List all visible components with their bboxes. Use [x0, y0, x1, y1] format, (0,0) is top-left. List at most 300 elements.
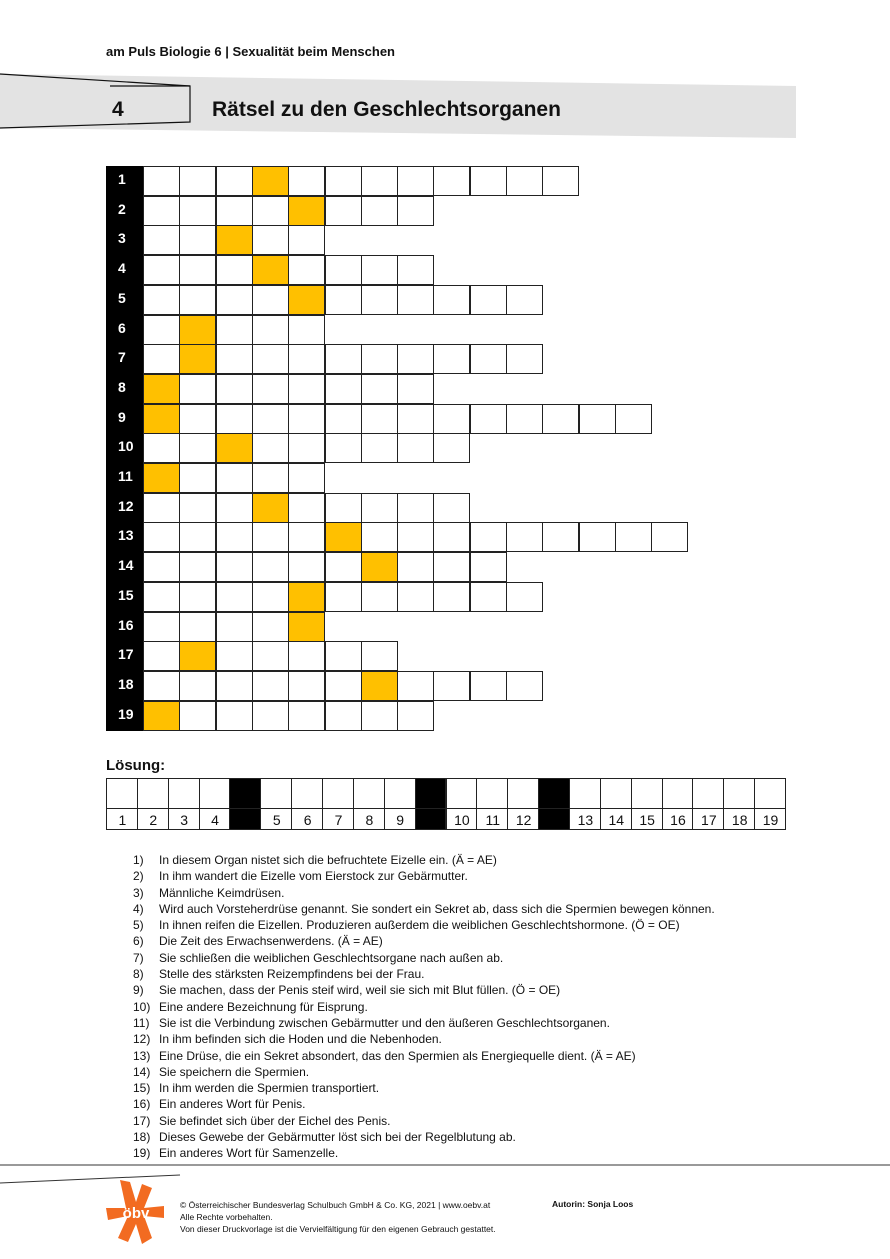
puzzle-cell[interactable]: [179, 612, 216, 642]
puzzle-cell[interactable]: [216, 552, 253, 582]
puzzle-cell[interactable]: [179, 404, 216, 434]
puzzle-cell[interactable]: [397, 196, 434, 226]
clue-text: In diesem Organ nistet sich die befruchtete Eizelle ein. (Ä = AE): [159, 853, 497, 867]
puzzle-cell[interactable]: [179, 552, 216, 582]
puzzle-cell[interactable]: [506, 671, 543, 701]
puzzle-cell[interactable]: [325, 582, 362, 612]
clue-item: [133, 966, 833, 982]
clue-text: In ihm werden die Spermien transportiert.: [159, 1081, 380, 1096]
puzzle-row-number: 7: [106, 344, 143, 374]
solution-separator: [229, 778, 261, 809]
puzzle-cell[interactable]: [179, 671, 216, 701]
puzzle-cell[interactable]: [252, 404, 289, 434]
puzzle-cell[interactable]: [143, 552, 180, 582]
clue-number: 3): [133, 885, 144, 900]
puzzle-cell[interactable]: [361, 404, 398, 434]
puzzle-cell[interactable]: [179, 255, 216, 285]
solution-number-box: [723, 808, 755, 830]
puzzle-cell[interactable]: [506, 522, 543, 552]
puzzle-cell[interactable]: [542, 522, 579, 552]
puzzle-cell[interactable]: [143, 166, 180, 196]
puzzle-cell[interactable]: [288, 463, 325, 493]
puzzle-row-number: 10: [106, 433, 143, 463]
puzzle-cell[interactable]: [361, 522, 398, 552]
puzzle-cell-solution-letter[interactable]: [288, 196, 325, 226]
puzzle-cell[interactable]: [615, 404, 652, 434]
puzzle-cell[interactable]: [542, 166, 579, 196]
puzzle-cell[interactable]: [542, 404, 579, 434]
puzzle-cell[interactable]: [325, 433, 362, 463]
clue-number: 19): [133, 1146, 151, 1161]
puzzle-row-number: 16: [106, 612, 143, 642]
puzzle-cell[interactable]: [252, 671, 289, 701]
solution-number: 9: [396, 812, 405, 828]
puzzle-cell[interactable]: [506, 166, 543, 196]
solution-letter-box[interactable]: [692, 778, 724, 809]
puzzle-cell[interactable]: [506, 404, 543, 434]
puzzle-cell[interactable]: [651, 522, 688, 552]
puzzle-cell[interactable]: [470, 166, 507, 196]
solution-label: Lösung:: [106, 757, 166, 774]
puzzle-cell[interactable]: [325, 641, 362, 671]
puzzle-cell[interactable]: [470, 522, 507, 552]
puzzle-cell[interactable]: [325, 701, 362, 731]
clue-text: Wird auch Vorsteherdrüse genannt. Sie sondert ein Sekret ab, dass sich die Spermien bewegen können.: [159, 901, 715, 916]
puzzle-cell[interactable]: [397, 285, 434, 315]
puzzle-cell[interactable]: [252, 374, 289, 404]
puzzle-row-number: 13: [106, 522, 143, 552]
puzzle-row-number: 17: [106, 641, 143, 671]
solution-letter-box[interactable]: [723, 778, 755, 809]
clue-number: 16): [133, 1097, 151, 1112]
puzzle-cell[interactable]: [506, 344, 543, 374]
puzzle-cell[interactable]: [361, 701, 398, 731]
puzzle-cell[interactable]: [288, 493, 325, 523]
solution-letter-box[interactable]: [600, 778, 632, 809]
puzzle-cell[interactable]: [252, 315, 289, 345]
puzzle-cell-solution-letter[interactable]: [252, 493, 289, 523]
puzzle-cell[interactable]: [216, 196, 253, 226]
book-title: am Puls Biologie 6 | Sexualität beim Menschen: [106, 44, 395, 59]
puzzle-cell[interactable]: [179, 285, 216, 315]
solution-number: 17: [701, 812, 717, 828]
puzzle-cell[interactable]: [252, 552, 289, 582]
puzzle-cell[interactable]: [216, 255, 253, 285]
puzzle-cell[interactable]: [179, 493, 216, 523]
puzzle-cell[interactable]: [325, 166, 362, 196]
puzzle-row-number: 12: [106, 493, 143, 523]
clue-text: In ihnen reifen die Eizellen. Produzieren außerdem die weiblichen Geschlechtshormone. (Ö = OE): [159, 918, 680, 933]
solution-letter-box[interactable]: [260, 778, 292, 809]
puzzle-cell[interactable]: [433, 404, 470, 434]
puzzle-cell[interactable]: [143, 493, 180, 523]
puzzle-row-number: 15: [106, 582, 143, 612]
puzzle-cell[interactable]: [179, 463, 216, 493]
puzzle-cell[interactable]: [179, 374, 216, 404]
solution-number-box: [168, 808, 200, 830]
puzzle-cell[interactable]: [143, 671, 180, 701]
puzzle-cell[interactable]: [615, 522, 652, 552]
solution-number-box: [569, 808, 601, 830]
puzzle-cell[interactable]: [288, 225, 325, 255]
puzzle-cell[interactable]: [325, 552, 362, 582]
clue-text: Ein anderes Wort für Penis.: [159, 1097, 306, 1112]
puzzle-row-number: 2: [106, 196, 143, 226]
puzzle-cell-solution-letter[interactable]: [325, 522, 362, 552]
puzzle-cell[interactable]: [216, 404, 253, 434]
puzzle-cell[interactable]: [143, 433, 180, 463]
puzzle-cell-solution-letter[interactable]: [143, 404, 180, 434]
clue-text: Sie schließen die weiblichen Geschlechtsorgane nach außen ab.: [159, 950, 504, 965]
clue-text: In ihm befinden sich die Hoden und die Nebenhoden.: [159, 1032, 442, 1047]
puzzle-cell-solution-letter[interactable]: [288, 285, 325, 315]
clue-number: 1): [133, 853, 144, 867]
puzzle-cell[interactable]: [179, 196, 216, 226]
puzzle-cell[interactable]: [397, 404, 434, 434]
puzzle-cell[interactable]: [433, 285, 470, 315]
clue-text: Eine andere Bezeichnung für Eisprung.: [159, 999, 368, 1014]
puzzle-cell[interactable]: [361, 196, 398, 226]
clue-item: [133, 1096, 833, 1112]
puzzle-cell[interactable]: [506, 582, 543, 612]
puzzle-cell[interactable]: [252, 196, 289, 226]
footer-copyright: © Österreichischer Bundesverlag Schulbuch GmbH & Co. KG, 2021 | www.oebv.at: [180, 1200, 491, 1210]
solution-letter-box[interactable]: [507, 778, 539, 809]
clue-number: 4): [133, 901, 144, 916]
puzzle-cell[interactable]: [179, 582, 216, 612]
puzzle-cell[interactable]: [143, 522, 180, 552]
puzzle-cell[interactable]: [179, 166, 216, 196]
puzzle-cell[interactable]: [397, 552, 434, 582]
clue-number: 18): [133, 1130, 151, 1145]
puzzle-cell-solution-letter[interactable]: [216, 433, 253, 463]
puzzle-cell[interactable]: [397, 374, 434, 404]
puzzle-cell[interactable]: [216, 612, 253, 642]
puzzle-cell[interactable]: [216, 315, 253, 345]
clue-list: [133, 852, 833, 1162]
clue-number: 6): [133, 934, 144, 949]
puzzle-cell[interactable]: [325, 374, 362, 404]
puzzle-cell[interactable]: [252, 641, 289, 671]
puzzle-cell[interactable]: [361, 641, 398, 671]
puzzle-cell[interactable]: [252, 285, 289, 315]
clue-text: Sie machen, dass der Penis steif wird, weil sie sich mit Blut füllen. (Ö = OE): [159, 983, 561, 998]
puzzle-cell[interactable]: [288, 671, 325, 701]
solution-number: 10: [454, 812, 470, 828]
puzzle-cell[interactable]: [325, 255, 362, 285]
puzzle-cell[interactable]: [433, 493, 470, 523]
puzzle-cell[interactable]: [179, 701, 216, 731]
clue-item: [133, 1129, 833, 1145]
puzzle-cell[interactable]: [361, 285, 398, 315]
clue-number: 15): [133, 1081, 151, 1096]
clue-text: Stelle des stärksten Reizempfindens bei der Frau.: [159, 967, 425, 982]
clue-number: 8): [133, 967, 144, 982]
puzzle-row-number: 14: [106, 552, 143, 582]
puzzle-cell[interactable]: [143, 641, 180, 671]
solution-number-box: [662, 808, 694, 830]
puzzle-cell[interactable]: [433, 582, 470, 612]
puzzle-cell-solution-letter[interactable]: [216, 225, 253, 255]
puzzle-cell[interactable]: [288, 404, 325, 434]
solution-separator: [538, 778, 570, 809]
clue-number: 10): [133, 999, 151, 1014]
puzzle-cell[interactable]: [397, 433, 434, 463]
solution-number-box: [507, 808, 539, 830]
puzzle-cell[interactable]: [252, 344, 289, 374]
footer-permission: Von dieser Druckvorlage ist die Vervielfältigung für den eigenen Gebrauch gestattet.: [180, 1224, 496, 1234]
puzzle-cell-solution-letter[interactable]: [288, 612, 325, 642]
solution-number: 19: [762, 812, 779, 828]
puzzle-cell[interactable]: [143, 255, 180, 285]
puzzle-cell[interactable]: [470, 285, 507, 315]
clue-item: [133, 950, 833, 966]
puzzle-cell[interactable]: [252, 463, 289, 493]
footer-author: Autorin: Sonja Loos: [552, 1199, 634, 1209]
puzzle-cell[interactable]: [179, 225, 216, 255]
solution-letter-box[interactable]: [446, 778, 478, 809]
chapter-title: Rätsel zu den Geschlechtsorganen: [212, 98, 561, 121]
puzzle-cell[interactable]: [433, 552, 470, 582]
puzzle-cell[interactable]: [325, 671, 362, 701]
puzzle-cell[interactable]: [470, 344, 507, 374]
solution-number-box: [137, 808, 169, 830]
clue-item: [133, 933, 833, 949]
puzzle-cell[interactable]: [252, 612, 289, 642]
solution-number-box: [291, 808, 323, 830]
solution-letter-box[interactable]: [137, 778, 169, 809]
clue-item: [133, 852, 833, 868]
puzzle-cell-solution-letter[interactable]: [252, 166, 289, 196]
solution-letter-box[interactable]: [291, 778, 323, 809]
puzzle-cell[interactable]: [397, 344, 434, 374]
solution-letter-box[interactable]: [384, 778, 416, 809]
puzzle-cell-solution-letter[interactable]: [143, 463, 180, 493]
clue-item: [133, 1064, 833, 1080]
puzzle-cell[interactable]: [433, 671, 470, 701]
puzzle-cell-solution-letter[interactable]: [143, 701, 180, 731]
puzzle-cell[interactable]: [179, 433, 216, 463]
puzzle-cell-solution-letter[interactable]: [179, 344, 216, 374]
solution-number: 14: [608, 812, 625, 828]
clue-number: 7): [133, 950, 144, 965]
solution-letter-box[interactable]: [631, 778, 663, 809]
puzzle-cell[interactable]: [143, 196, 180, 226]
puzzle-cell[interactable]: [433, 344, 470, 374]
puzzle-cell[interactable]: [252, 433, 289, 463]
puzzle-cell[interactable]: [470, 582, 507, 612]
puzzle-cell[interactable]: [216, 522, 253, 552]
puzzle-cell[interactable]: [325, 493, 362, 523]
solution-letter-box[interactable]: [476, 778, 508, 809]
solution-number: 3: [180, 812, 189, 828]
solution-number-box: [631, 808, 663, 830]
puzzle-cell[interactable]: [288, 522, 325, 552]
clue-number: 14): [133, 1064, 151, 1079]
puzzle-cell[interactable]: [506, 285, 543, 315]
puzzle-cell[interactable]: [216, 701, 253, 731]
clue-number: 5): [133, 918, 144, 933]
puzzle-cell-solution-letter[interactable]: [361, 671, 398, 701]
puzzle-cell[interactable]: [397, 671, 434, 701]
footer-rights: Alle Rechte vorbehalten.: [180, 1212, 273, 1222]
puzzle-cell[interactable]: [179, 522, 216, 552]
puzzle-cell[interactable]: [325, 196, 362, 226]
puzzle-cell[interactable]: [579, 522, 616, 552]
clue-item: [133, 885, 833, 901]
puzzle-cell[interactable]: [216, 582, 253, 612]
puzzle-row-number: 1: [106, 166, 143, 196]
puzzle-cell-solution-letter[interactable]: [252, 255, 289, 285]
puzzle-cell[interactable]: [216, 166, 253, 196]
puzzle-row-number: 6: [106, 315, 143, 345]
puzzle-cell[interactable]: [216, 285, 253, 315]
puzzle-cell[interactable]: [288, 344, 325, 374]
puzzle-cell[interactable]: [288, 641, 325, 671]
puzzle-cell[interactable]: [397, 493, 434, 523]
puzzle-cell[interactable]: [397, 701, 434, 731]
puzzle-row-number: 3: [106, 225, 143, 255]
clue-item: [133, 901, 833, 917]
clue-item: [133, 1080, 833, 1096]
clue-text: Dieses Gewebe der Gebärmutter löst sich bei der Regelblutung ab.: [159, 1130, 516, 1145]
puzzle-cell[interactable]: [361, 166, 398, 196]
puzzle-cell[interactable]: [216, 671, 253, 701]
puzzle-cell[interactable]: [433, 433, 470, 463]
puzzle-cell[interactable]: [325, 285, 362, 315]
puzzle-cell[interactable]: [579, 404, 616, 434]
solution-number-box: [600, 808, 632, 830]
solution-letter-box[interactable]: [662, 778, 694, 809]
footer-legal: [180, 1199, 496, 1235]
solution-letter-box[interactable]: [353, 778, 385, 809]
clue-text: Sie befindet sich über der Eichel des Penis.: [159, 1113, 391, 1128]
solution-letter-box[interactable]: [199, 778, 231, 809]
puzzle-cell[interactable]: [252, 522, 289, 552]
solution-number-box: [692, 808, 724, 830]
clue-number: 17): [133, 1113, 151, 1128]
puzzle-cell-solution-letter[interactable]: [361, 552, 398, 582]
solution-letter-box[interactable]: [322, 778, 354, 809]
puzzle-cell[interactable]: [470, 552, 507, 582]
puzzle-cell[interactable]: [143, 344, 180, 374]
solution-number: 18: [731, 812, 748, 828]
puzzle-cell[interactable]: [361, 374, 398, 404]
clue-item: [133, 1113, 833, 1129]
clue-item: [133, 999, 833, 1015]
puzzle-cell-solution-letter[interactable]: [179, 315, 216, 345]
puzzle-cell[interactable]: [433, 166, 470, 196]
puzzle-cell[interactable]: [325, 404, 362, 434]
puzzle-cell[interactable]: [288, 701, 325, 731]
clue-item: [133, 868, 833, 884]
clue-text: Männliche Keimdrüsen.: [159, 885, 285, 900]
clue-number: 11): [133, 1015, 150, 1030]
solution-number-box: [476, 808, 508, 830]
solution-number-box: [384, 808, 416, 830]
solution-letter-box[interactable]: [106, 778, 138, 809]
puzzle-cell-solution-letter[interactable]: [179, 641, 216, 671]
puzzle-cell[interactable]: [143, 582, 180, 612]
clue-number: 12): [133, 1032, 151, 1047]
solution-number-box: [446, 808, 478, 830]
puzzle-cell[interactable]: [470, 671, 507, 701]
puzzle-cell[interactable]: [143, 285, 180, 315]
clue-text: Sie speichern die Spermien.: [159, 1064, 310, 1079]
puzzle-cell[interactable]: [216, 344, 253, 374]
solution-number-box: [754, 808, 786, 830]
puzzle-cell[interactable]: [216, 463, 253, 493]
solution-number: 15: [639, 812, 655, 828]
solution-number: 12: [515, 812, 532, 828]
puzzle-cell[interactable]: [397, 166, 434, 196]
puzzle-cell[interactable]: [288, 433, 325, 463]
puzzle-cell[interactable]: [433, 522, 470, 552]
puzzle-row-number: 5: [106, 285, 143, 315]
clue-text: Ein anderes Wort für Samenzelle.: [159, 1146, 339, 1161]
puzzle-cell[interactable]: [288, 552, 325, 582]
solution-number: 8: [365, 812, 374, 828]
solution-number-box: [322, 808, 354, 830]
solution-letter-box[interactable]: [754, 778, 786, 809]
puzzle-cell[interactable]: [252, 701, 289, 731]
clue-number: 2): [133, 869, 144, 884]
puzzle-cell[interactable]: [361, 493, 398, 523]
puzzle-cell[interactable]: [288, 315, 325, 345]
puzzle-cell[interactable]: [143, 315, 180, 345]
solution-letter-box[interactable]: [569, 778, 601, 809]
puzzle-row-number: 18: [106, 671, 143, 701]
puzzle-cell[interactable]: [288, 255, 325, 285]
puzzle-cell[interactable]: [361, 344, 398, 374]
puzzle-cell[interactable]: [216, 374, 253, 404]
puzzle-cell[interactable]: [397, 522, 434, 552]
solution-letter-box[interactable]: [168, 778, 200, 809]
puzzle-cell[interactable]: [216, 493, 253, 523]
puzzle-row-number: 8: [106, 374, 143, 404]
solution-separator: [229, 808, 261, 830]
solution-number: 2: [149, 812, 158, 828]
puzzle-cell-solution-letter[interactable]: [288, 582, 325, 612]
puzzle-cell[interactable]: [470, 404, 507, 434]
puzzle-cell[interactable]: [397, 255, 434, 285]
puzzle-cell-solution-letter[interactable]: [143, 374, 180, 404]
puzzle-cell[interactable]: [361, 433, 398, 463]
solution-number: 5: [272, 812, 281, 828]
puzzle-cell[interactable]: [397, 582, 434, 612]
chapter-number: 4: [112, 98, 124, 121]
puzzle-cell[interactable]: [252, 582, 289, 612]
puzzle-cell[interactable]: [361, 255, 398, 285]
puzzle-cell[interactable]: [288, 374, 325, 404]
puzzle-cell[interactable]: [143, 225, 180, 255]
solution-number: 4: [211, 812, 219, 828]
puzzle-cell[interactable]: [288, 166, 325, 196]
solution-separator: [538, 808, 570, 830]
clue-item: [133, 917, 833, 933]
solution-number: 13: [577, 812, 594, 828]
puzzle-cell[interactable]: [252, 225, 289, 255]
clue-text: Eine Drüse, die ein Sekret absondert, das den Spermien als Energiequelle dient. (Ä = AE): [159, 1048, 636, 1063]
puzzle-cell[interactable]: [325, 344, 362, 374]
puzzle-cell[interactable]: [143, 612, 180, 642]
puzzle-row-number: 9: [106, 404, 143, 434]
puzzle-row-number: 19: [106, 701, 143, 731]
clue-text: In ihm wandert die Eizelle vom Eierstock zur Gebärmutter.: [159, 869, 468, 884]
puzzle-cell[interactable]: [361, 582, 398, 612]
solution-separator: [415, 808, 447, 830]
puzzle-cell[interactable]: [216, 641, 253, 671]
